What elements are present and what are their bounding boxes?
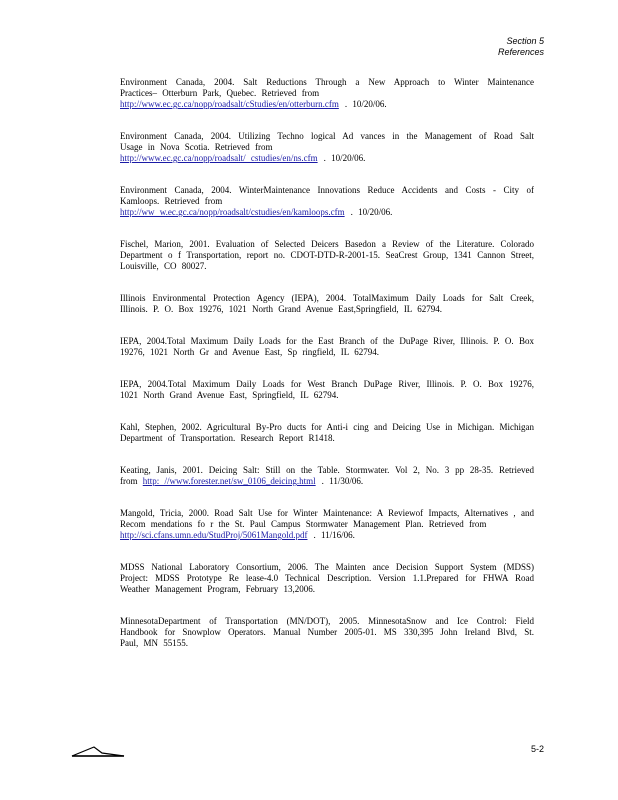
reference-text: IEPA, 2004.Total Maximum Daily Loads for West Branch DuPage River, Illinois. P. O. Box 19276, 1021 North Grand Avenue East, Springfield, IL 62794. — [120, 379, 534, 400]
reference-link[interactable]: http://ww w.ec.gc.ca/nopp/roadsalt/cstudies/en/kamloops.cfm — [120, 207, 345, 217]
publisher-logo-icon — [70, 744, 126, 758]
reference-list — [120, 77, 534, 670]
access-date: . 10/20/06. — [323, 153, 366, 163]
reference-link[interactable]: http://www.ec.gc.ca/nopp/roadsalt/ cstudies/en/ns.cfm — [120, 153, 318, 163]
access-date: . 11/16/06. — [313, 530, 355, 540]
reference-entry — [120, 508, 534, 541]
access-date: . 10/20/06. — [344, 99, 387, 109]
reference-text: Illinois Environmental Protection Agency (IEPA), 2004. TotalMaximum Daily Loads for Salt Creek, Illinois. P. O. Box 19276, 1021 North Grand Avenue East,Springfield, IL 62794. — [120, 293, 534, 314]
reference-link[interactable]: http: //www.forester.net/sw_0106_deicing.html — [142, 476, 316, 486]
reference-entry — [120, 422, 534, 444]
reference-entry — [120, 293, 534, 315]
reference-text: MDSS National Laboratory Consortium, 2006. The Mainten ance Decision Support System (MDSS) Project: MDSS Prototype Re lease-4.0 Technical Description. Version 1.1.Prepared for FHWA Road Weather Management Program, February 13,2006. — [120, 562, 534, 594]
reference-entry — [120, 239, 534, 272]
reference-entry — [120, 379, 534, 401]
reference-entry — [120, 465, 534, 487]
reference-text: Environment Canada, 2004. Utilizing Techno logical Ad vances in the Management of Road Salt Usage in Nova Scotia. Retrieved from — [120, 131, 534, 152]
reference-text: MinnesotaDepartment of Transportation (MN/DOT), 2005. MinnesotaSnow and Ice Control: Field Handbook for Snowplow Operators. Manual Number 2005-01. MS 330,395 John Ireland Blvd, St. Paul, MN 55155. — [120, 616, 534, 648]
reference-text: Environment Canada, 2004. WinterMaintenance Innovations Reduce Accidents and Costs - City of Kamloops. Retrieved from — [120, 185, 534, 206]
reference-text: Fischel, Marion, 2001. Evaluation of Selected Deicers Basedon a Review of the Literature. Colorado Department o f Transportation, report no. CDOT-DTD-R-2001-15. SeaCrest Group, 1341 Cannon Street, Louisville, CO 80027. — [120, 239, 534, 271]
reference-text: Environment Canada, 2004. Salt Reductions Through a New Approach to Winter Maintenance Practices– Otterburn Park, Quebec. Retrieved from — [120, 77, 534, 98]
reference-entry — [120, 77, 534, 110]
reference-entry — [120, 336, 534, 358]
running-header — [498, 36, 544, 58]
reference-text: Mangold, Tricia, 2000. Road Salt Use for Winter Maintenance: A Reviewof Impacts, Alternatives , and Recom mendations fo r the St. Paul Campus Stormwater Management Plan. Retrieved from — [120, 508, 534, 529]
reference-text: IEPA, 2004.Total Maximum Daily Loads for the East Branch of the DuPage River, Illinois. P. O. Box 19276, 1021 North Gr and Avenue East, Sp ringfield, IL 62794. — [120, 336, 534, 357]
access-date: . 11/30/06. — [321, 476, 364, 486]
reference-entry — [120, 185, 534, 218]
access-date: . 10/20/06. — [350, 207, 393, 217]
reference-link[interactable]: http://sci.cfans.umn.edu/StudProj/5061Mangold.pdf — [120, 530, 308, 540]
page-number: 5-2 — [530, 744, 544, 754]
reference-text: Kahl, Stephen, 2002. Agricultural By-Pro ducts for Anti-i cing and Deicing Use in Michigan. Michigan Department of Transportation. Research Report R1418. — [120, 422, 534, 443]
reference-entry — [120, 616, 534, 649]
reference-link[interactable]: http://www.ec.gc.ca/nopp/roadsalt/cStudies/en/otterburn.cfm — [120, 99, 339, 109]
section-label: Section 5 — [506, 36, 544, 46]
section-title: References — [497, 47, 544, 57]
reference-entry — [120, 562, 534, 595]
reference-text: Keating, Janis, 2001. Deicing Salt: Still on the Table. Stormwater. Vol 2, No. 3 pp 28-35. Retrieved from — [120, 465, 534, 486]
reference-entry — [120, 131, 534, 164]
